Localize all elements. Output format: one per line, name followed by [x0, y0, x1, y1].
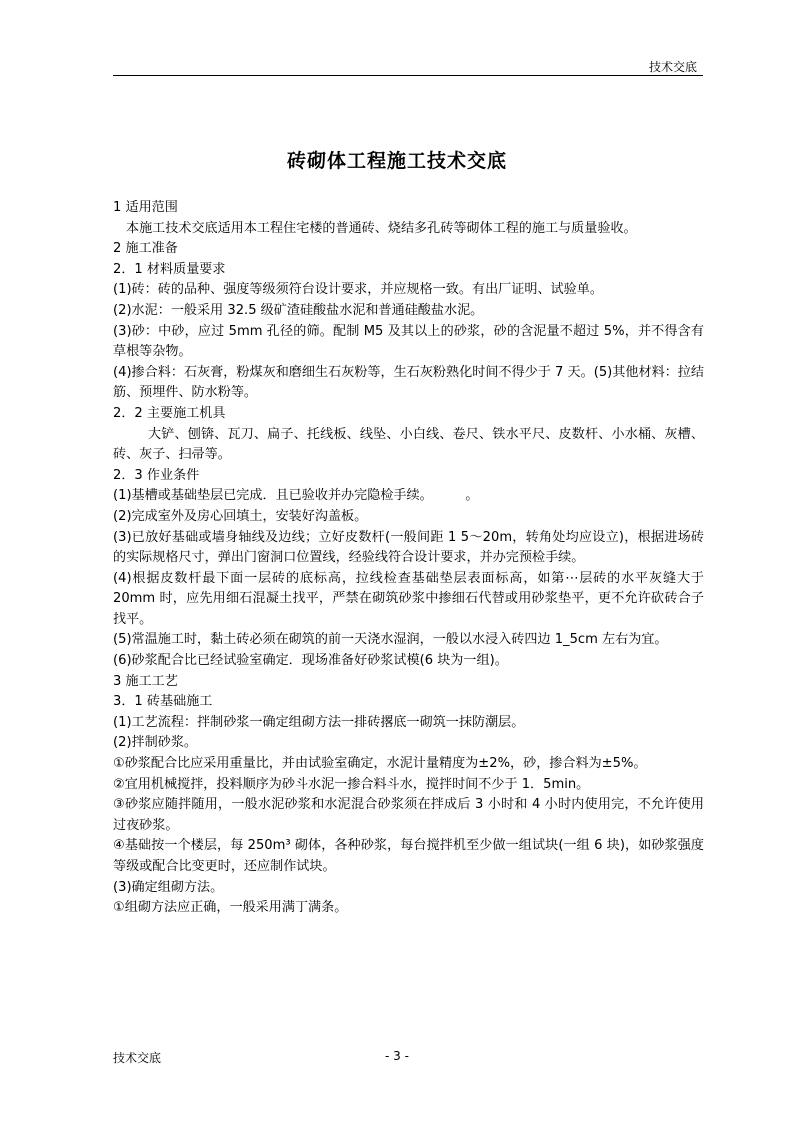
list-item: (4)掺合料：石灰膏，粉煤灰和磨细生石灰粉等，生石灰粉熟化时间不得少于 7 天。(5)其他材料：拉结筋、预埋件、防水粉等。 [113, 364, 704, 401]
subsection-heading-2-1: 2．1 材料质量要求 [113, 261, 226, 277]
list-item: ④基础按一个楼层，每 250m³ 砌体，各种砂浆，每台搅拌机至少做一组试块(一组 6 块)，如砂浆强度等级或配合比变更时，还应制作试块。 [113, 838, 704, 874]
list-item: (2)水泥：一般采用 32.5 级矿渣硅酸盐水泥和普通硅酸盐水泥。 [113, 302, 484, 318]
section-heading-2: 2 施工准备 [113, 241, 178, 257]
paragraph-scope: 本施工技术交底适用本工程住宅楼的普通砖、烧结多孔砖等砌体工程的施工与质量验收。 [126, 220, 637, 236]
list-item: (2)完成室外及房心回填土，安装好沟盖板。 [113, 508, 368, 524]
document-body [113, 198, 704, 919]
list-item: (1)工艺流程：拌制砂浆一确定组砌方法一排砖撂底一砌筑一抹防潮层。 [113, 714, 525, 730]
list-item: ①砂浆配合比应采用重量比，并由试验室确定，水泥计量精度为±2%，砂，掺合料为±5%。 [113, 756, 647, 772]
subsection-heading-2-3: 2．3 作业条件 [113, 467, 200, 483]
list-item: (3)砂：中砂，应过 5mm 孔径的筛。配制 M5 及其以上的砂浆，砂的含泥量不超过 5%，并不得含有草根等杂物。 [113, 323, 704, 360]
list-item: (1)砖：砖的品种、强度等级须符台设计要求，并应规格一致。有出厂证明、试验单。 [113, 282, 603, 298]
footer-text: 技术交底 [113, 1051, 162, 1065]
list-item: ①组砌方法应正确，一般采用满丁满条。 [113, 900, 348, 916]
header-rule [113, 75, 703, 76]
section-heading-3: 3 施工工艺 [113, 673, 178, 689]
list-item: (5)常温施工时，黏土砖必须在砌筑的前一天浇水湿润，一般以水浸入砖四边 1_5cm 左右为宜。 [113, 632, 668, 648]
list-item: (1)基槽或基础垫层已完成．且已验收并办完隐检手续。 。 [113, 488, 479, 504]
section-heading-1: 1 适用范围 [113, 200, 178, 215]
list-item: (3)已放好基础或墙身轴线及边线；立好皮数杆(一般间距 1 5～20m，转角处均应设立)，根据进场砖的实际规格尺寸，弹出门窗洞口位置线，经验线符合设计要求，并办完预检手续。 [113, 529, 704, 566]
list-item: (6)砂浆配合比已经试验室确定．现场准备好砂浆试模(6 块为一组)。 [113, 653, 508, 669]
page-number: - 3 - [385, 1049, 409, 1063]
header-text: 技术交底 [648, 60, 697, 74]
subsection-heading-2-2: 2．2 主要施工机具 [113, 405, 226, 421]
tools-paragraph: 大铲、刨锛、瓦刀、扁子、托线板、线坠、小白线、卷尺、铁水平尺、皮数杆、小水桶、灰槽、砖、灰子、扫帚等。 [113, 426, 704, 463]
list-item: (3)确定组砌方法。 [113, 879, 224, 895]
list-item: ③砂浆应随拌随用，一般水泥砂浆和水泥混合砂浆须在拌成后 3 小时和 4 小时内使用完，不允许使用过夜砂浆。 [113, 797, 704, 833]
page-title: 砖砌体工程施工技术交底 [286, 150, 507, 172]
list-item: (2)拌制砂浆。 [113, 735, 198, 751]
subsection-heading-3-1: 3．1 砖基础施工 [113, 694, 213, 710]
list-item: (4)根据皮数杆最下面一层砖的底标高，拉线检查基础垫层表面标高，如第⋯层砖的水平灰缝大于 20mm 时，应先用细石混凝土找平，严禁在砌筑砂浆中掺细石代替或用砂浆垫平，更不允许砍砖合子找平。 [113, 570, 704, 627]
list-item: ②宜用机械搅拌，投料顺序为砂斗水泥一掺合料斗水，搅拌时间不少于 1．5min。 [113, 776, 590, 792]
